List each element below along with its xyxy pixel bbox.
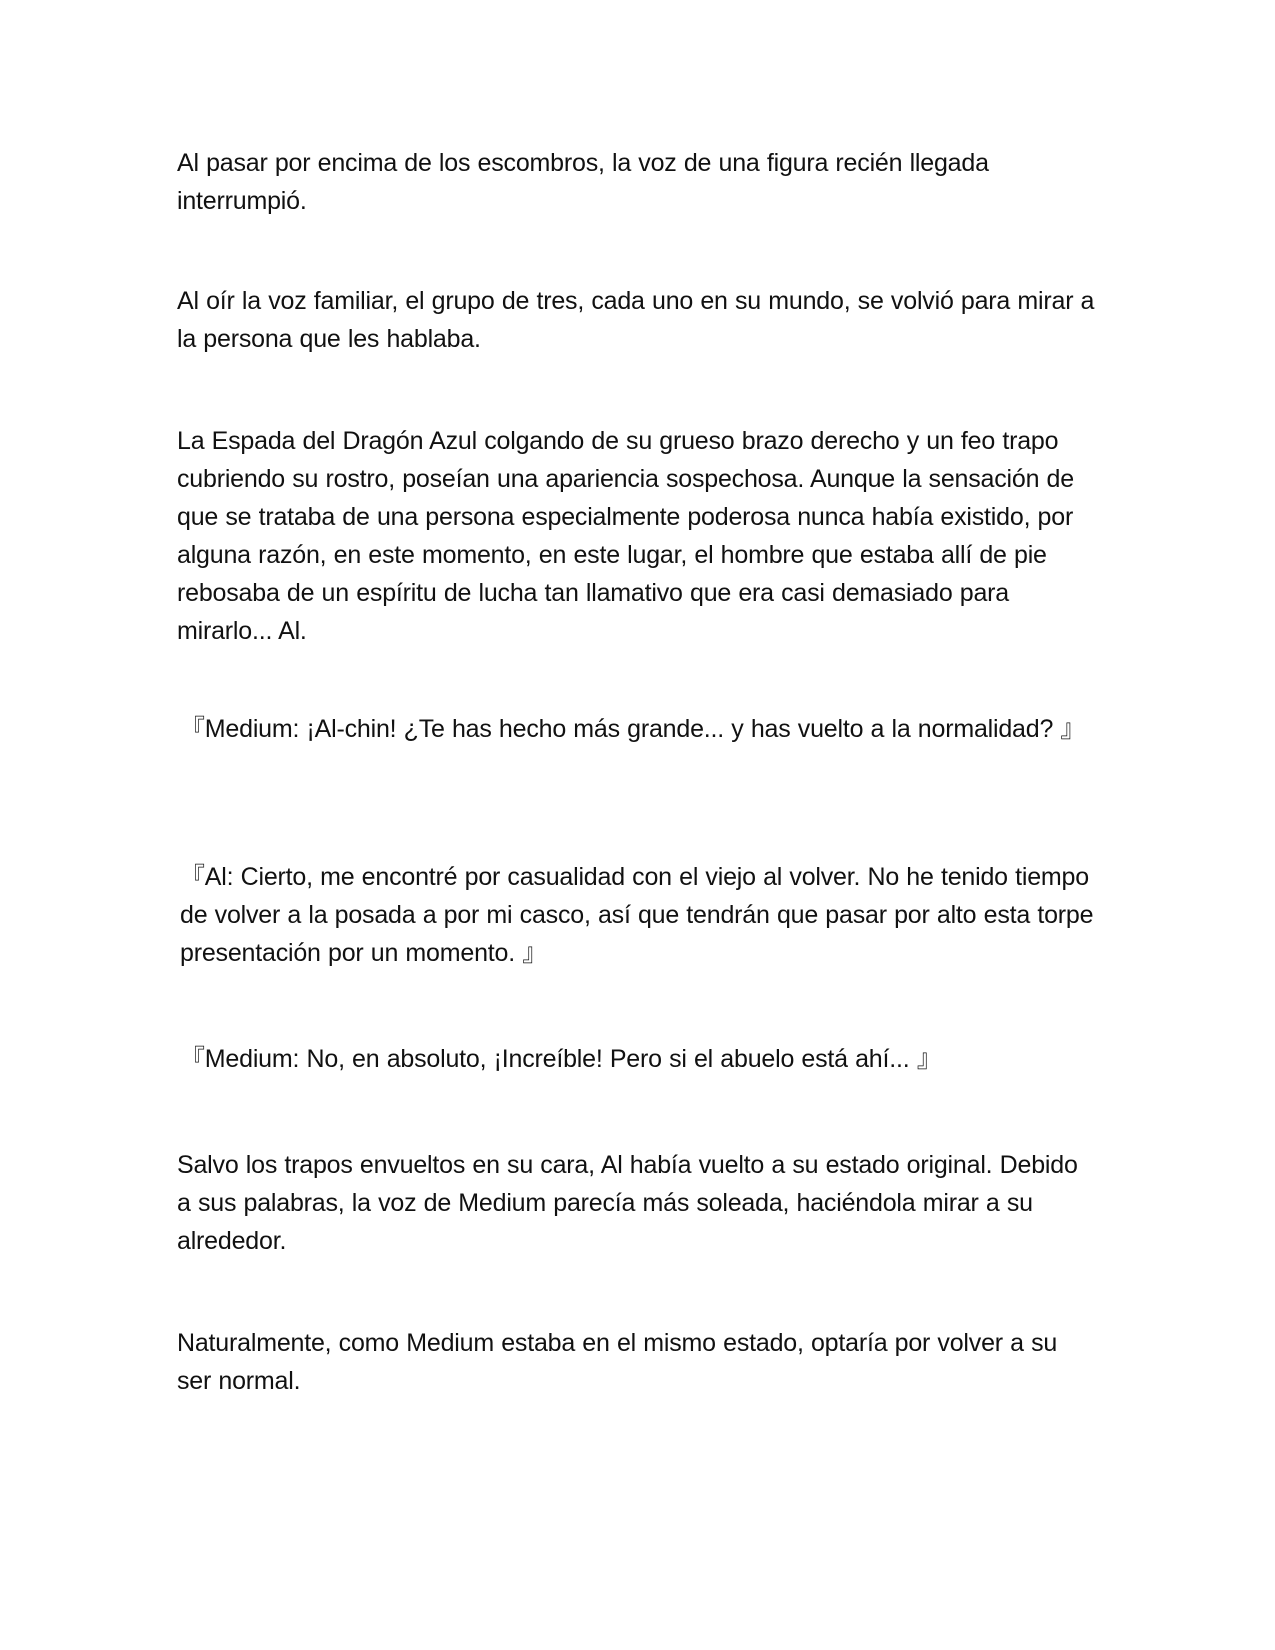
paragraph-1: Al pasar por encima de los escombros, la voz de una figura recién llegada interrumpió. xyxy=(177,149,989,215)
dialogue-medium-1: 『Medium: ¡Al-chin! ¿Te has hecho más grande... y has vuelto a la normalidad? 』 xyxy=(180,715,1086,743)
dialogue-medium-2: 『Medium: No, en absoluto, ¡Increíble! Pero si el abuelo está ahí... 』 xyxy=(180,1045,942,1073)
paragraph-8: Naturalmente, como Medium estaba en el mismo estado, optaría por volver a su ser normal. xyxy=(177,1329,1058,1395)
paragraph-3: La Espada del Dragón Azul colgando de su grueso brazo derecho y un feo trapo cubriendo su rostro, poseían una apariencia sospechosa. Aunque la sensación de que se trataba de una persona especialmente poderosa nunca había existido, por alguna razón, en este momento, en este lugar, el hombre que estaba allí de pie rebosaba de un espíritu de lucha tan llamativo que era casi demasiado para mirarlo... Al. xyxy=(177,427,1074,645)
paragraph-2: Al oír la voz familiar, el grupo de tres, cada uno en su mundo, se volvió para mirar a la persona que les hablaba. xyxy=(177,287,1095,353)
dialogue-al: 『Al: Cierto, me encontré por casualidad con el viejo al volver. No he tenido tiempo de volver a la posada a por mi casco, así que tendrán que pasar por alto esta torpe presentación por un momento. 』 xyxy=(180,863,1094,967)
paragraph-7: Salvo los trapos envueltos en su cara, Al había vuelto a su estado original. Debido a sus palabras, la voz de Medium parecía más soleada, haciéndola mirar a su alrededor. xyxy=(177,1151,1078,1255)
